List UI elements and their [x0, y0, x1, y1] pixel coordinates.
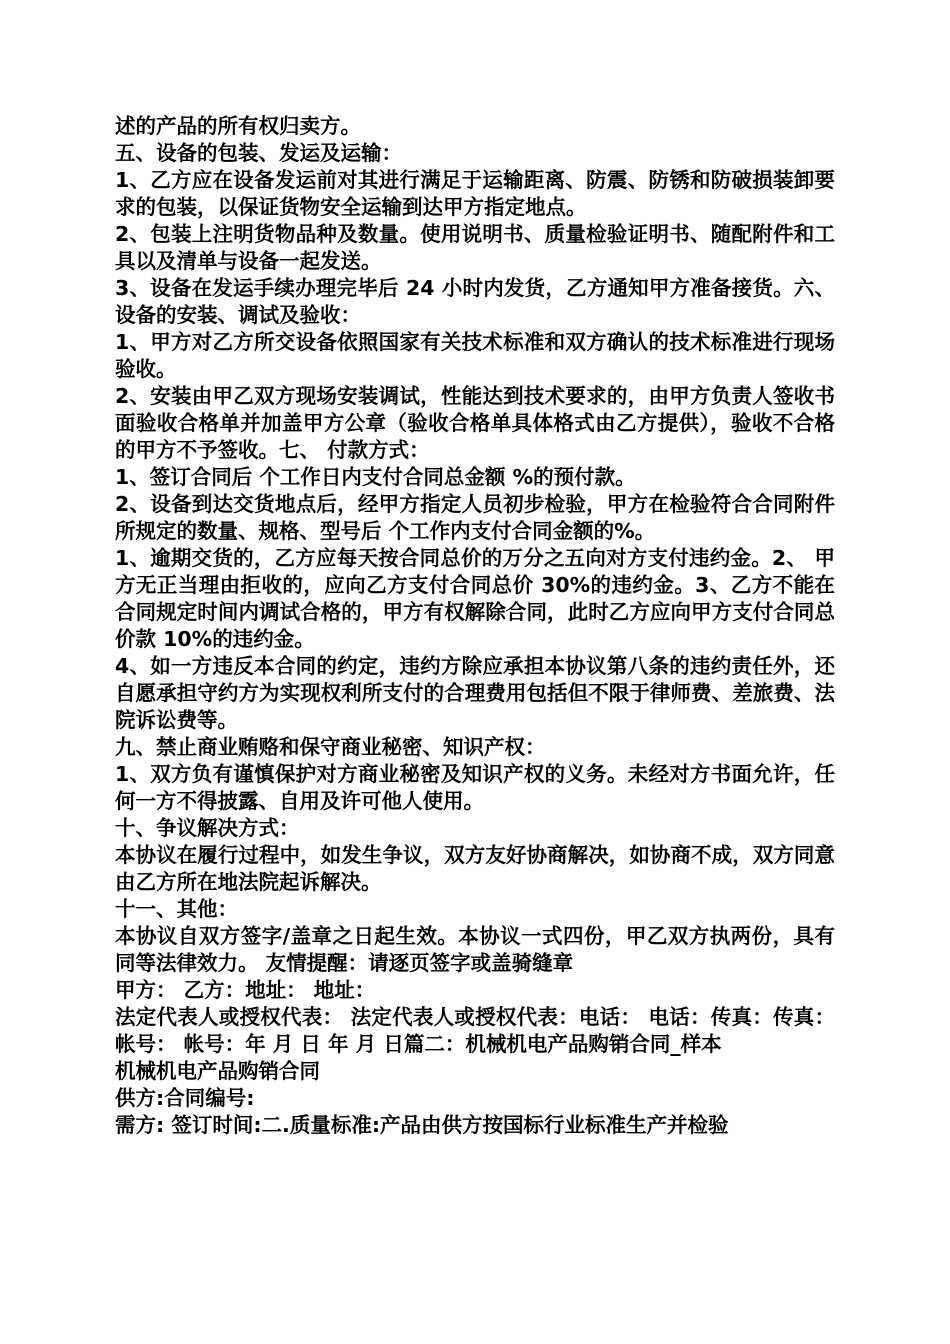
paragraph-6-1: 1、甲方对乙方所交设备依照国家有关技术标准和双方确认的技术标准进行现场验收。: [115, 330, 835, 381]
heading-section-11: 十一、其他：: [115, 897, 238, 921]
paragraph-8-4: 4、如一方违反本合同的约定，违约方除应承担本协议第八条的违约责任外，还自愿承担守约方为实现权利所支付的合理费用包括但不限于律师费、差旅费、法院诉讼费等。: [115, 654, 835, 732]
signature-parties: 甲方： 乙方：地址： 地址：: [115, 978, 376, 1002]
contract-title: 机械机电产品购销合同: [115, 1059, 320, 1083]
heading-section-5: 五、设备的包装、发运及运输：: [115, 141, 402, 165]
signature-details: 法定代表人或授权代表： 法定代表人或授权代表：电话： 电话：传真：传真：帐号： 帐号：年 月 日 年 月 日篇二：机械机电产品购销合同_样本: [115, 1005, 835, 1056]
paragraph-5-1: 1、乙方应在设备发运前对其进行满足于运输距离、防震、防锈和防破损装卸要求的包装，以保证货物安全运输到达甲方指定地点。: [115, 168, 835, 219]
heading-section-10: 十、争议解决方式：: [115, 816, 300, 840]
paragraph-ownership: 述的产品的所有权归卖方。: [115, 114, 361, 138]
supplier-line: 供方:合同编号:: [115, 1086, 255, 1110]
paragraph-8-1: 1、逾期交货的，乙方应每天按合同总价的万分之五向对方支付违约金。2、 甲方无正当理由拒收的，应向乙方支付合同总价 30%的违约金。3、乙方不能在合同规定时间内调试合格的，甲方有权解除合同，此时乙方应向甲方支付合同总价款 10%的违约金。: [115, 546, 835, 651]
document-page: [115, 113, 835, 1139]
paragraph-7-2: 2、设备到达交货地点后，经甲方指定人员初步检验，甲方在检验符合合同附件所规定的数量、规格、型号后 个工作内支付合同金额的%。: [115, 492, 835, 543]
paragraph-9-1: 1、双方负有谨慎保护对方商业秘密及知识产权的义务。未经对方书面允许，任何一方不得披露、自用及许可他人使用。: [115, 762, 835, 813]
paragraph-10: 本协议在履行过程中，如发生争议，双方友好协商解决，如协商不成，双方同意由乙方所在地法院起诉解决。: [115, 843, 835, 894]
paragraph-11: 本协议自双方签字/盖章之日起生效。本协议一式四份，甲乙双方执两份，具有同等法律效力。 友情提醒：请逐页签字或盖骑缝章: [115, 924, 835, 975]
paragraph-5-3: 3、设备在发运手续办理完毕后 24 小时内发货，乙方通知甲方准备接货。六、设备的安装、调试及验收：: [115, 276, 835, 327]
heading-section-9: 九、禁止商业贿赂和保守商业秘密、知识产权：: [115, 735, 546, 759]
paragraph-5-2: 2、包装上注明货物品种及数量。使用说明书、质量检验证明书、随配附件和工具以及清单与设备一起发送。: [115, 222, 835, 273]
paragraph-7-1: 1、签订合同后 个工作日内支付合同总金额 %的预付款。: [115, 465, 636, 489]
paragraph-6-2: 2、安装由甲乙双方现场安装调试，性能达到技术要求的，由甲方负责人签收书面验收合格单并加盖甲方公章（验收合格单具体格式由乙方提供），验收不合格的甲方不予签收。七、 付款方式：: [115, 384, 835, 462]
buyer-line: 需方: 签订时间:二.质量标准:产品由供方按国标行业标准生产并检验: [115, 1113, 729, 1137]
